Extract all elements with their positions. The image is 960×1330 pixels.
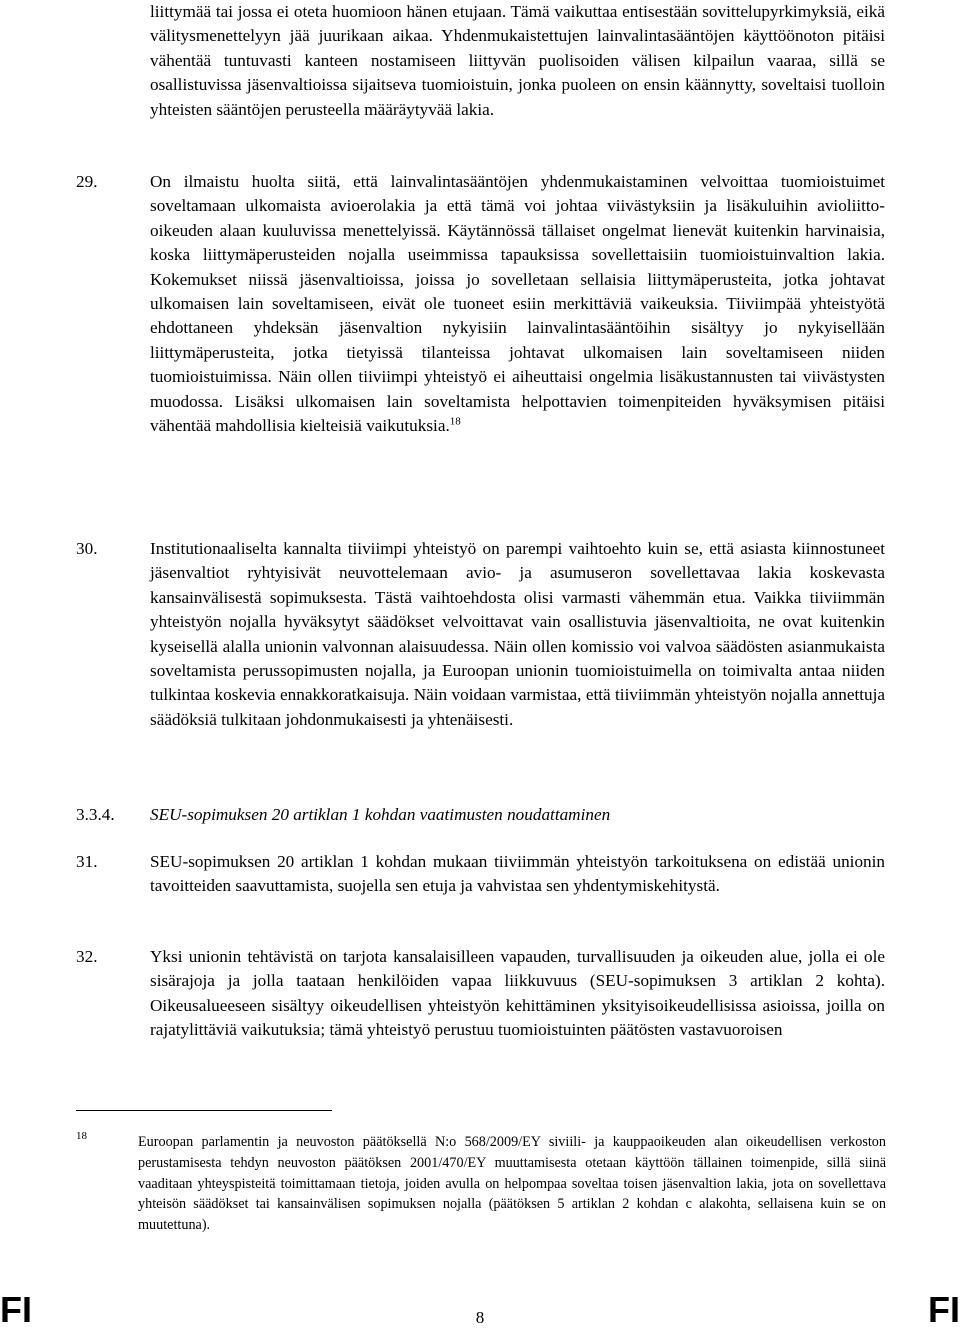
footnote-separator [76,1110,332,1111]
footer-language-left: FI [0,1289,32,1330]
footnote-text: Euroopan parlamentin ja neuvoston päätöksellä N:o 568/2009/EY siviili- ja kauppaoikeuden alan oikeudellisen verkoston perustamisesta tehdyn neuvoston päätöksen 2001/470/EY muuttamisesta otetaan käyttöön tällainen toimenpide, sillä siinä vaaditaan yhteyspisteitä toimittamaan tietoja, joiden avulla on helpompaa soveltaa toisen jäsenvaltion lakia, jota on sovellettava yhteisön säädökset tai kansainvälisen sopimuksen nojalla (päätöksen 5 artiklan 2 kohdan c alakohta, sellaisena kuin se on muutettuna). [138,1134,886,1234]
page-number: 8 [475,1308,485,1327]
paragraph-number-30: 30. [76,539,98,558]
paragraph-29-text: On ilmaistu huolta siitä, että lainvalintasääntöjen yhdenmukaistaminen velvoittaa tuomioistuimet soveltamaan ulkomaista avioerolakia ja että tämä voi johtaa viivästyksiin ja lisäkuluihin avioliitto-oikeuden alaan kuuluvissa menettelyissä. Käytännössä tällaiset ongelmat lienevät kuitenkin harvinaisia, koska liittymäperusteiden nojalla useimmissa tapauksissa sovellettaisiin tuomioistuinvaltion lakia. Kokemukset niissä jäsenvaltioissa, joissa jo sovelletaan sellaisia liittymäperusteita, jotka johtavat ulkomaisen lain soveltamiseen, eivät ole tuoneet esiin merkittäviä vaikeuksia. Tiiviimpää yhteistyötä ehdottaneen yhdeksän jäsenvaltion nykyisiin lainvalintasääntöihin sisältyy jo nykyisellään liittymäperusteita, jotka tietyissä tilanteissa johtavat ulkomaisen lain soveltamiseen niiden tuomioistuimissa. Näin ollen tiiviimpi yhteistyö ei aiheuttaisi ongelmia lisäkustannusten tai viivästysten muodossa. Lisäksi ulkomaisen lain soveltamista helpottavien toimenpiteiden hyväksymisen pitäisi vähentää mahdollisia kielteisiä vaikutuksia. [150,172,885,436]
paragraph-31: SEU-sopimuksen 20 artiklan 1 kohdan mukaan tiiviimmän yhteistyön tarkoituksena on edistää unionin tavoitteiden saavuttamista, suojella sen etuja ja vahvistaa sen yhdentymiskehitystä. [150,852,885,896]
section-heading-title: SEU-sopimuksen 20 artiklan 1 kohdan vaatimusten noudattaminen [150,805,611,824]
footer-language-right: FI [928,1289,960,1330]
paragraph-29 [150,170,885,438]
paragraph-30: Institutionaaliselta kannalta tiiviimpi yhteistyö on parempi vaihtoehto kuin se, että asiasta kiinnostuneet jäsenvaltiot ryhtyisivät neuvottelemaan avio- ja asumuseron sovellettavaa lakia koskevasta kansainvälisestä sopimuksesta. Tästä vaihtoehdosta olisi varmasti vähemmän etua. Vaikka tiiviimmän yhteistyön nojalla hyväksytyt säädökset velvoittavat vain osallistuvia jäsenvaltioita, ne ovat kuitenkin kyseisellä alalla unionin valvonnan alaisuudessa. Näin ollen komissio voi valvoa säädösten asianmukaista soveltamista perussopimusten nojalla, ja Euroopan unionin tuomioistuimella on toimivalta antaa niiden tulkintaa koskevia ennakkoratkaisuja. Näin voidaan varmistaa, että tiiviimmän yhteistyön nojalla annettuja säädöksiä tulkitaan johdonmukaisesti ja yhtenäisesti. [150,539,885,729]
section-heading-number: 3.3.4. [76,805,115,824]
footnote-reference-18[interactable]: 18 [449,415,461,428]
paragraph-number-31: 31. [76,852,98,871]
paragraph-32: Yksi unionin tehtävistä on tarjota kansalaisilleen vapauden, turvallisuuden ja oikeuden alue, jolla ei ole sisärajoja ja jolla taataan henkilöiden vapaa liikkuvuus (SEU-sopimuksen 3 artiklan 2 kohta). Oikeusalueeseen sisältyy oikeudellisen yhteistyön kehittäminen yksityisoikeudellisissa asioissa, joilla on rajatylittäviä vaikutuksia; tämä yhteistyö perustuu tuomioistuinten päätösten vastavuoroisen [150,947,885,1040]
paragraph-number-29: 29. [76,172,98,191]
intro-paragraph: liittymää tai jossa ei oteta huomioon hänen etujaan. Tämä vaikuttaa entisestään sovittelupyrkimyksiä, eikä välitysmenettelyyn jää juurikaan aikaa. Yhdenmukaistettujen lainvalintasääntöjen käyttöönoton pitäisi vähentää tuntuvasti kanteen nostamiseen liittyvän puolisoiden välisen kilpailun vaaraa, sillä se osallistuvissa jäsenvaltioissa sijaitseva tuomioistuin, jonka puoleen on ensin käännytty, soveltaisi tuolloin yhteisten sääntöjen perusteella määräytyvää lakia. [150,2,885,119]
paragraph-number-32: 32. [76,947,98,966]
footnote-number: 18 [76,1130,87,1142]
